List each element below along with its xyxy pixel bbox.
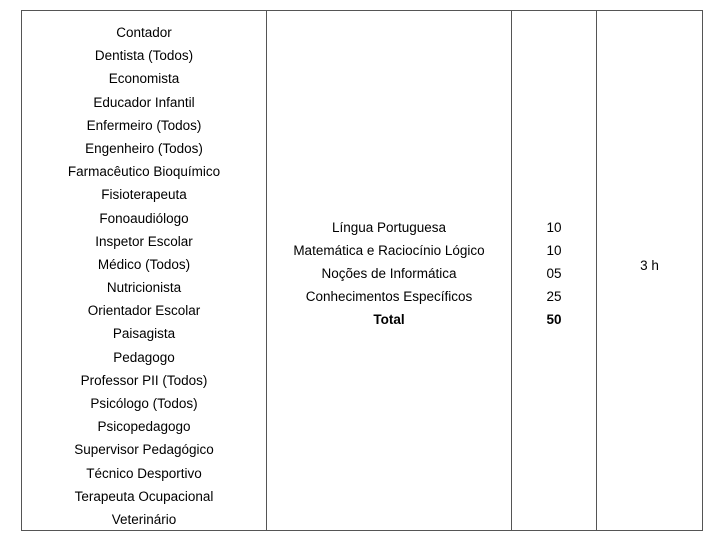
questoes-column <box>512 11 597 530</box>
cargo-item: Veterinário <box>111 511 177 527</box>
cargo-item: Fonoaudiólogo <box>99 210 189 226</box>
cargo-item: Contador <box>116 25 172 40</box>
cargo-item: Educador Infantil <box>93 94 195 110</box>
duracao-column <box>597 11 702 530</box>
exam-table <box>21 10 703 531</box>
cargo-item: Dentista (Todos) <box>94 48 194 64</box>
cargo-item: Fisioterapeuta <box>101 187 187 203</box>
cargo-item: Psicólogo (Todos) <box>90 396 198 411</box>
total-value: 50 <box>546 312 562 328</box>
cargo-item: Pedagogo <box>113 349 175 365</box>
cargo-item: Técnico Desportivo <box>86 465 202 481</box>
disciplina-name: Conhecimentos Específicos <box>305 289 473 305</box>
questoes-count: 05 <box>546 265 562 281</box>
cargo-item: Paisagista <box>112 326 176 342</box>
cargo-item: Psicopedagogo <box>97 419 191 435</box>
disciplina-name: Língua Portuguesa <box>331 219 447 235</box>
disciplina-name: Noções de Informática <box>321 265 457 281</box>
cargo-item: Nutricionista <box>106 280 182 296</box>
questoes-count: 10 <box>546 219 562 235</box>
cargo-item: Inspetor Escolar <box>95 233 193 249</box>
cargos-column <box>22 11 267 530</box>
cargo-item: Médico (Todos) <box>97 256 191 272</box>
cargo-item: Economista <box>108 71 180 87</box>
cargo-item: Farmacêutico Bioquímico <box>67 164 221 180</box>
disciplina-name: Matemática e Raciocínio Lógico <box>293 242 485 258</box>
duracao-value: 3 h <box>640 258 659 273</box>
disciplinas-column <box>267 11 512 530</box>
cargo-item: Engenheiro (Todos) <box>85 140 203 156</box>
total-label: Total <box>373 312 405 328</box>
cargo-item: Orientador Escolar <box>87 303 201 319</box>
cargo-item: Professor PII (Todos) <box>80 372 208 388</box>
questoes-count: 10 <box>546 242 562 258</box>
questoes-count: 25 <box>546 289 562 305</box>
cargo-item: Supervisor Pedagógico <box>74 442 214 458</box>
cargo-item: Terapeuta Ocupacional <box>74 488 214 504</box>
cargos-list <box>22 11 266 531</box>
cargo-item: Enfermeiro (Todos) <box>86 117 202 133</box>
